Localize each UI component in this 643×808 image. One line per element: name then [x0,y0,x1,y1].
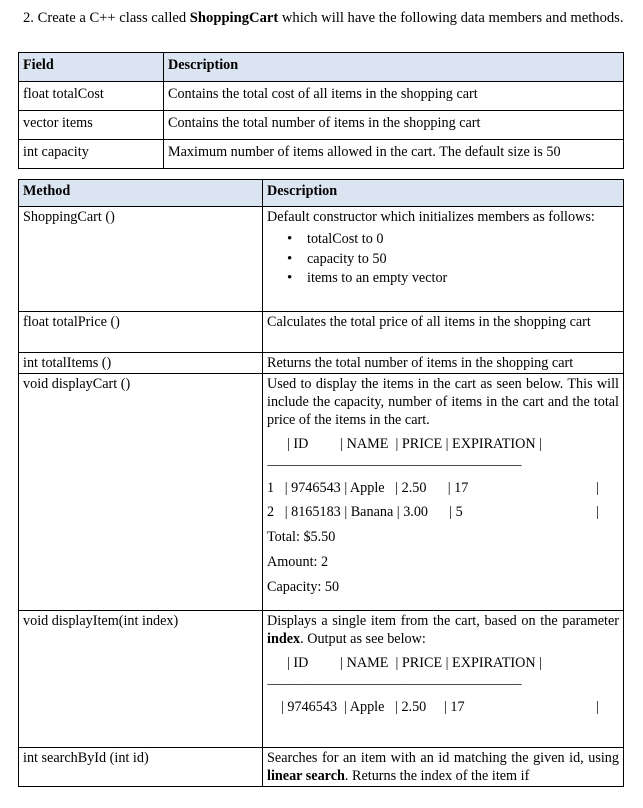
table-row [19,82,624,111]
output-header-line: | ID | NAME | PRICE | EXPIRATION | [287,436,542,452]
list-item: • items to an empty vector [307,269,619,289]
fields-table [18,52,624,169]
table-row [19,111,624,140]
method-description [263,374,624,611]
list-item: • capacity to 50 [307,250,619,270]
method-description-header: Description [263,180,624,207]
output-row [267,479,619,497]
field-description: Contains the total cost of all items in the shopping cart [164,82,624,111]
constructor-desc: Default constructor which initializes members as follows: [267,209,595,225]
class-name: ShoppingCart [189,10,279,26]
method-name: int totalItems () [19,353,263,374]
output-row [267,698,619,716]
output-capacity: Capacity: 50 [267,579,340,595]
method-description: Calculates the total price of all items in the shopping cart [263,312,624,353]
output-row-text: 1 | 9746543 | Apple | 2.50 | 17 [267,480,469,496]
output-separator: ------------------------------------------------------------------------------------------------------------- [267,460,521,471]
output-row-text: 2 | 8165183 | Banana | 3.00 | 5 [267,504,463,520]
methods-header-row [19,180,624,207]
field-name: vector items [19,111,164,140]
desc-text: . Returns the index of the item if [344,768,530,784]
output-total: Total: $5.50 [267,529,336,545]
display-cart-desc: Used to display the items in the cart as seen below. This will include the capacity, number of items in the cart and the total price of the items in the cart. [267,376,619,428]
field-header: Field [19,53,164,82]
table-row [19,140,624,169]
field-name: float totalCost [19,82,164,111]
desc-text: . Output as see below: [300,631,426,647]
field-name: int capacity [19,140,164,169]
table-row [19,207,624,312]
desc-text: Searches for an item with an id matching the given id, using [267,750,619,766]
init-list [267,230,619,289]
method-name: void displayCart () [19,374,263,611]
output-row-text: | 9746543 | Apple | 2.50 | 17 [281,699,465,715]
intro-prefix: 2. Create a C++ class called [23,10,190,26]
method-description [263,611,624,748]
display-item-desc [267,612,619,648]
output-separator: ------------------------------------------------------------------------------------------------------------- [267,679,521,690]
bold-term: linear search [267,768,345,784]
param-name: index [267,631,301,647]
table-row [19,312,624,353]
table-row [19,374,624,611]
output-header-line: | ID | NAME | PRICE | EXPIRATION | [287,655,542,671]
list-item: • totalCost to 0 [307,230,619,250]
intro-suffix: which will have the following data members and methods. [278,10,624,26]
intro-paragraph [23,9,625,28]
output-row-end: | [596,504,599,520]
method-header: Method [19,180,263,207]
table-row [19,748,624,787]
output-row-end: | [596,699,599,715]
method-description: Returns the total number of items in the shopping cart [263,353,624,374]
method-name: ShoppingCart () [19,207,263,312]
fields-header-row [19,53,624,82]
field-description: Contains the total number of items in the shopping cart [164,111,624,140]
method-description [263,748,624,787]
output-amount: Amount: 2 [267,554,329,570]
desc-text: Displays a single item from the cart, based on the parameter [267,613,619,629]
table-row [19,353,624,374]
table-row [19,611,624,748]
method-name: void displayItem(int index) [19,611,263,748]
method-name: int searchById (int id) [19,748,263,787]
description-header: Description [164,53,624,82]
method-description [263,207,624,312]
output-row-end: | [596,480,599,496]
field-description: Maximum number of items allowed in the cart. The default size is 50 [164,140,624,169]
method-name: float totalPrice () [19,312,263,353]
output-row [267,503,619,521]
methods-table [18,179,624,787]
